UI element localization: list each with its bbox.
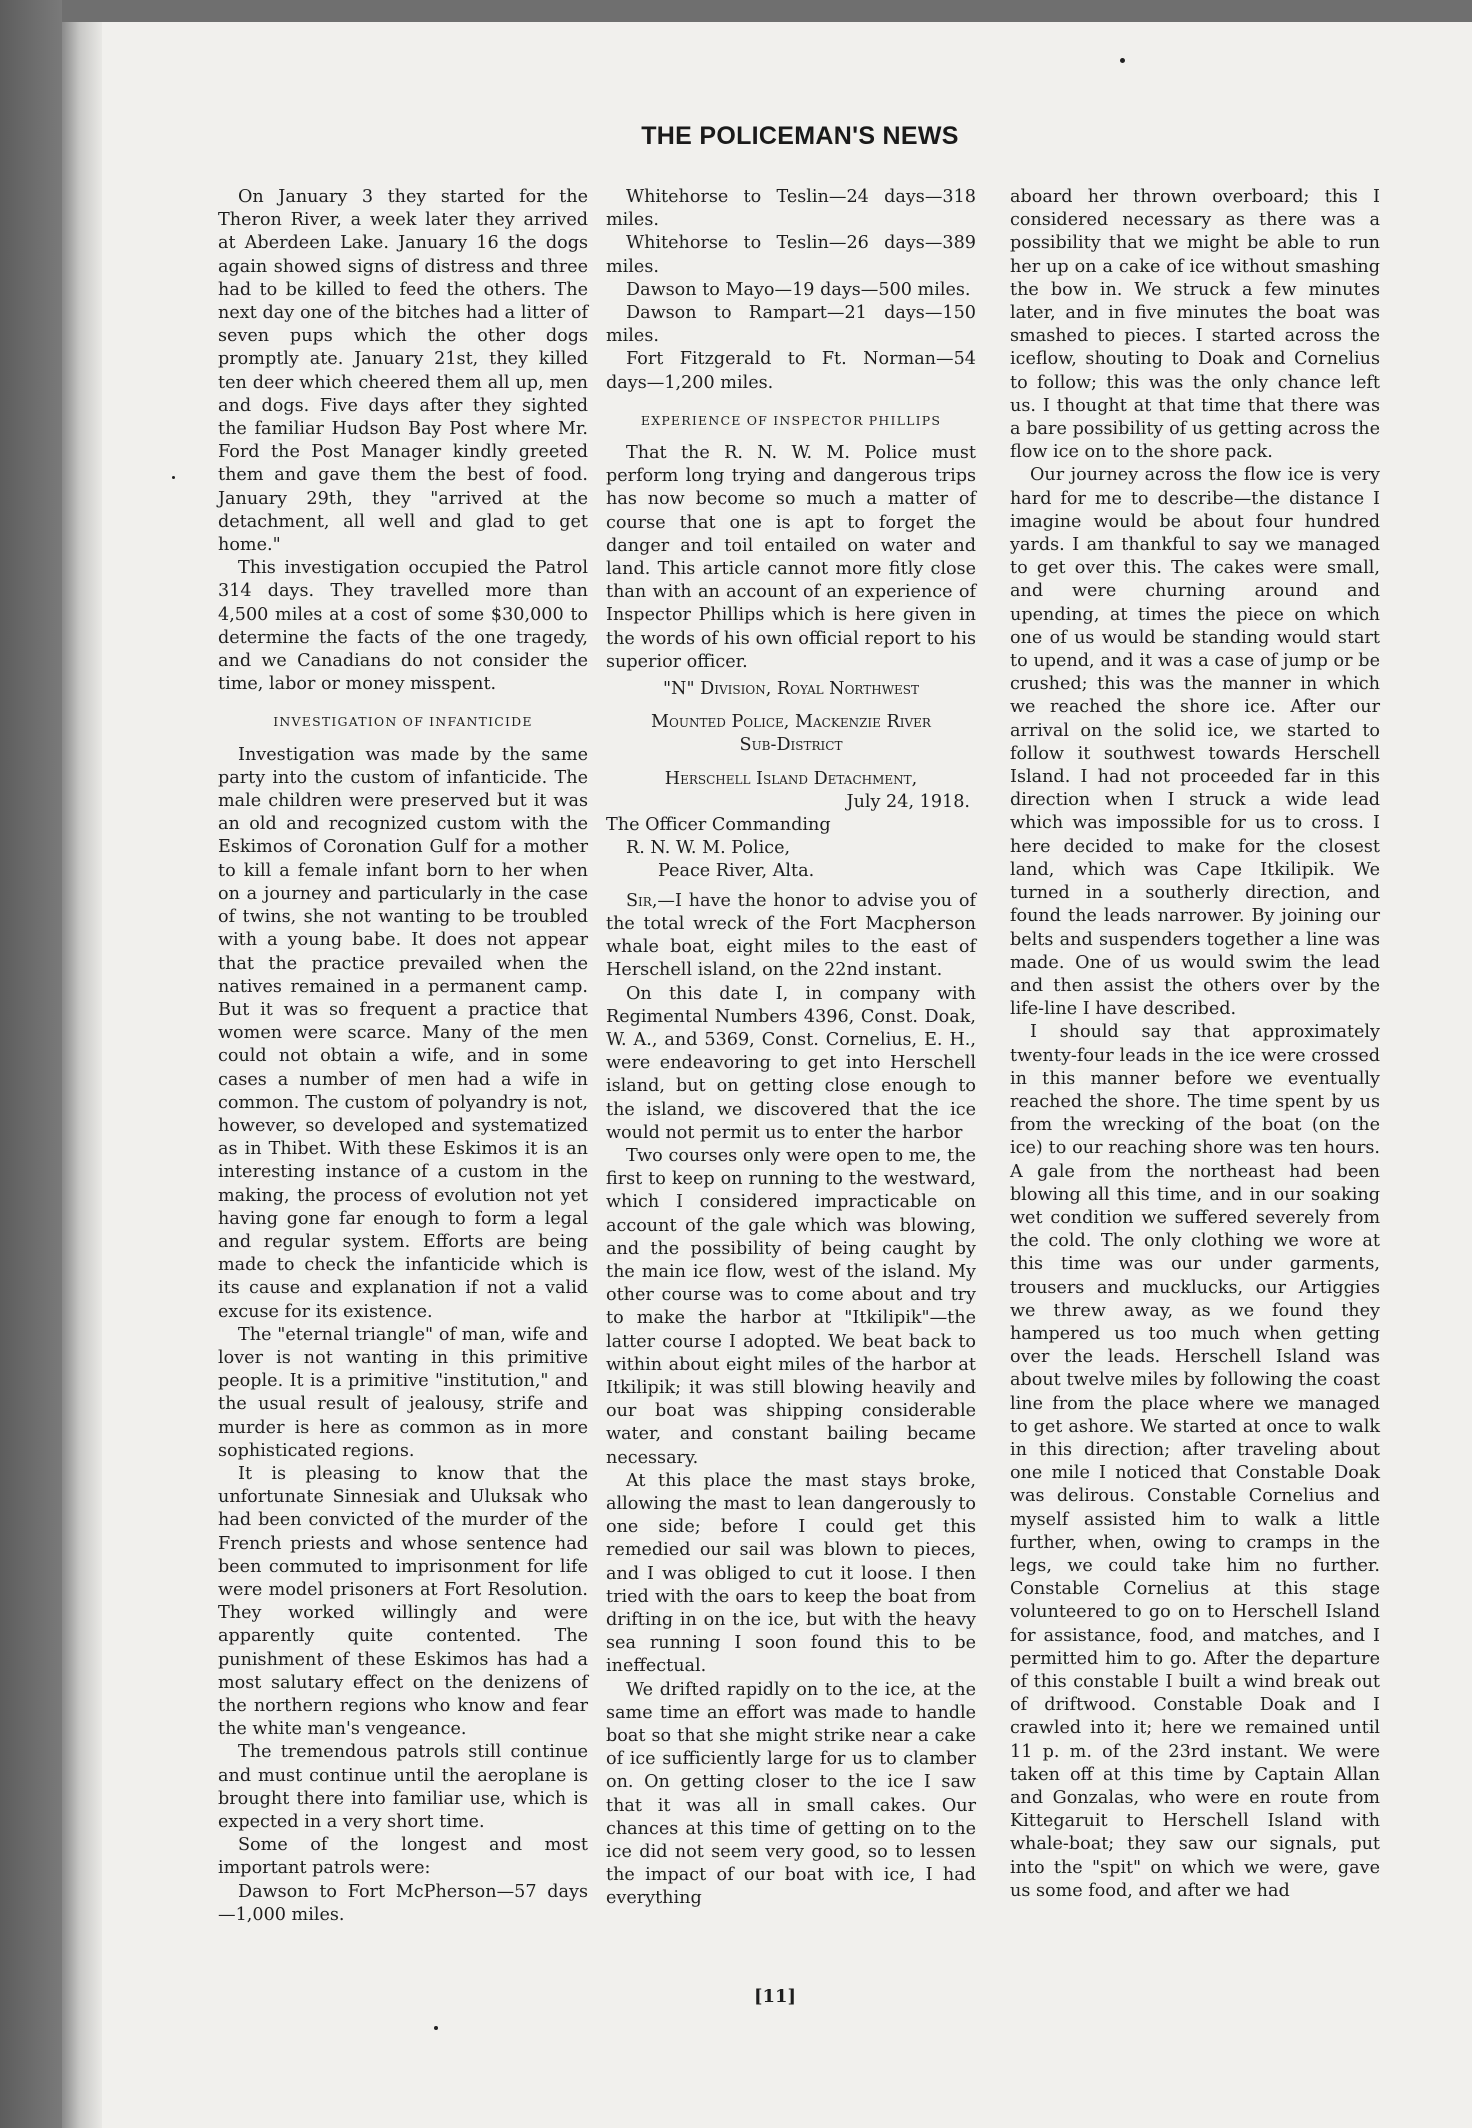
paragraph: Investigation was made by the same party into the custom of infanticide. The male children were preserved but it was an old and recognized custom with the Eskimos of Coronation Gulf for a mother to kill a female infant born to her when on a journey and particularly in the case of twins, she not wanting to be troubled with a young babe. It does not appear that the practice prevailed when the natives remained in a permanent camp. But it was so frequent a practice that women were scarce. Many of the men could not obtain a wife, and in some cases a number of men had a wife in common. The custom of polyandry is not, however, so developed and systematized as in Thibet. With these Eskimos it is an interesting instance of a custom in the making, the process of evolution not yet having gone far enough to form a legal and regular system. Efforts are being made to check the infanticide which is its cause and explanation if not a valid excuse for its existence. (218, 744, 588, 1322)
patrol-entry: Whitehorse to Teslin—26 days—389 miles. (606, 233, 976, 277)
letter-address-line: Herschell Island Detachment, (664, 768, 918, 789)
paragraph: That the R. N. W. M. Police must perform long trying and dangerous trips has now become so much a matter of course that one is apt to forget the danger and toil entailed on water and land. This article cannot more fitly close than with an account of an experience of Inspector Phillips which is here given in the words of his own official report to his superior officer. (606, 443, 976, 672)
paragraph-text: —I have the honor to advise you of the total wreck of the Fort Macpherson whale boat, eight miles to the east of Herschell island, on the 22nd instant. (606, 890, 976, 981)
letter-salutation-line: The Officer Commanding (606, 815, 831, 836)
paragraph: On this date I, in company with Regimental Numbers 4396, Const. Doak, W. A., and 5369, Const. Cornelius, E. H., were endeavoring to get into Herschell island, but on getting close enough to the island, we discovered that the ice would not permit us to enter the harbor (606, 983, 976, 1143)
paragraph: aboard her thrown overboard; this I considered necessary as there was a possibility that we might be able to run her up on a cake of ice without smashing the bow in. We struck a few minutes later, and in five minutes the boat was smashed to pieces. I started across the iceflow, shouting to Doak and Cornelius to follow; this was the only chance left us. I thought at that time that there was a bare possibility of us getting across the flow ice on to the shore pack. (1010, 187, 1380, 463)
patrol-entry: Whitehorse to Teslin—24 days—318 miles. (606, 187, 976, 231)
paragraph: The tremendous patrols still continue and must continue until the aeroplane is brought there into familiar use, which is expected in a very short time. (218, 1742, 588, 1833)
text-column-2 (606, 186, 976, 1911)
patrol-entry: Dawson to Rampart—21 days—150 miles. (606, 303, 976, 347)
paragraph: Dawson to Fort McPherson—57 days —1,000 miles. (218, 1881, 588, 1925)
scan-speck (1120, 58, 1125, 63)
page-gutter-shadow (62, 22, 102, 2128)
letter-address-line: Sub-District (739, 735, 843, 756)
scan-margin (0, 0, 62, 2128)
patrol-entry: Fort Fitzgerald to Ft. Norman—54 days—1,200 miles. (606, 349, 976, 393)
paragraph: Two courses only were open to me, the first to keep on running to the westward, which I considered impracticable on account of the gale which was blowing, and the possibility of being caught by the main ice flow, west of the island. My other course was to come about and try to make the harbor at "Itkilipik"—the latter course I adopted. We beat back to within about eight miles of the harbor at Itkilipik; it was still blowing heavily and our boat was shipping considerable water, and constant bailing became necessary. (606, 1145, 976, 1468)
paragraph: This investigation occupied the Patrol 314 days. They travelled more than 4,500 miles at a cost of some $30,000 to determine the facts of the one tragedy, and we Canadians do not consider the time, labor or money misspent. (218, 558, 588, 695)
paragraph (606, 890, 976, 983)
text-column-3 (1010, 186, 1380, 1903)
paragraph: On January 3 they started for the Theron River, a week later they arrived at Aberdeen Lake. January 16 the dogs again showed signs of distress and three had to be killed to feed the others. The next day one of the bitches had a litter of seven pups which the other dogs promptly ate. January 21st, they killed ten deer which cheered them all up, men and dogs. Five days after they sighted the familiar Hudson Bay Post where Mr. Ford the Post Manager kindly greeted them and gave them the best of food. January 29th, they "arrived at the detachment, all well and glad to get home." (218, 187, 588, 556)
paragraph: At this place the mast stays broke, allowing the mast to lean dangerously to one side; before I could get this remedied our sail was blown to pieces, and I was obliged to cut it loose. I then tried with the oars to keep the boat from drifting in on the ice, but with the heavy sea running I soon found this to be ineffectual. (606, 1470, 976, 1677)
section-heading: INVESTIGATION OF INFANTICIDE (273, 714, 533, 730)
letter-address-line: "N" Division, Royal Northwest (662, 679, 920, 700)
paragraph: Our journey across the flow ice is very hard for me to describe—the distance I imagine would be about four hundred yards. I am thankful to say we managed to get over this. The cakes were small, and were churning around and upending, at times the piece on which one of us would be standing would start to upend, and it was a case of jump or be crushed; this was the manner in which we reached the shore ice. After our arrival on the solid ice, we started to follow it southwest towards Herschell Island. I had not proceeded far in this direction when I struck a wide lead which was impossible for us to cross. I here decided to make for the closest land, which was Cape Itkilipik. We turned in a southerly direction, and found the leads narrower. By joining our belts and suspenders together a line was made. One of us would swim the lead and then assist the others over by the life-line I have described. (1010, 465, 1380, 1020)
salutation: Sir, (626, 890, 658, 911)
paragraph: I should say that approximately twenty-four leads in the ice were crossed in this manner before we eventually reached the shore. The time spent by us from the wrecking of the boat (on the ice) to our reaching shore was ten hours. A gale from the northeast had been blowing all this time, and in our soaking wet condition we suffered severely from the cold. The only clothing we wore at this time was our under garments, trousers and mucklucks, our Artiggies we threw away, as we found they hampered us too much when getting over the leads. Herschell Island was about twelve miles by following the coast line from the place where we managed to get ashore. We started at once to walk in this direction; after traveling about one mile I noticed that Constable Doak was delirous. Constable Cornelius and myself assisted him to walk a little further, when, owing to cramps in the legs, we could take him no further. Constable Cornelius at this stage volunteered to go on to Herschell Island for assistance, food, and matches, and I permitted him to go. After the departure of this constable I built a wind break out of driftwood. Constable Doak and I crawled into it; here we remained until 11 p. m. of the 23rd instant. We were taken off at this time by Captain Allan and Gonzalas, who were en route from Kittegaruit to Herschell Island with whale-boat; they saw our signals, put into the "spit" on which we were, gave us some food, and after we had (1010, 1022, 1380, 1901)
patrol-entry: Dawson to Mayo—19 days—500 miles. (626, 279, 971, 300)
page-number: [11] (753, 1986, 797, 2007)
section-heading: EXPERIENCE OF INSPECTOR PHILLIPS (640, 412, 942, 428)
scan-speck (172, 476, 175, 479)
scan-speck (434, 2026, 438, 2030)
paragraph: We drifted rapidly on to the ice, at the same time an effort was made to handle boat so that she might strike near a cake of ice sufficiently large for us to clamber on. On getting closer to the ice I saw that it was all in small cakes. Our chances at this time of getting on to the ice did not seem very good, so to lessen the impact of our boat with ice, I had everything (606, 1679, 976, 1909)
letter-date: July 24, 1918. (846, 791, 970, 812)
text-column-1 (218, 186, 588, 1927)
running-head: THE POLICEMAN'S NEWS (641, 122, 959, 150)
letter-salutation-line: R. N. W. M. Police, (626, 838, 791, 859)
paragraph: It is pleasing to know that the unfortunate Sinnesiak and Uluksak who had been convicted of the murder of the French priests and whose sentence had been commuted to imprisonment for life were model prisoners at Fort Resolution. They worked willingly and were apparently quite contented. The punishment of these Eskimos has had a most salutary effect on the denizens of the northern regions who know and fear the white man's vengeance. (218, 1463, 588, 1740)
letter-salutation-line: Peace River, Alta. (658, 861, 815, 882)
paragraph: Some of the longest and most important patrols were: (218, 1835, 588, 1879)
letter-address-line: Mounted Police, Mackenzie River (651, 712, 931, 733)
paragraph: The "eternal triangle" of man, wife and lover is not wanting in this primitive people. It is a primitive "institution," and the usual result of jealousy, strife and murder is here as common as in more sophisticated regions. (218, 1324, 588, 1461)
